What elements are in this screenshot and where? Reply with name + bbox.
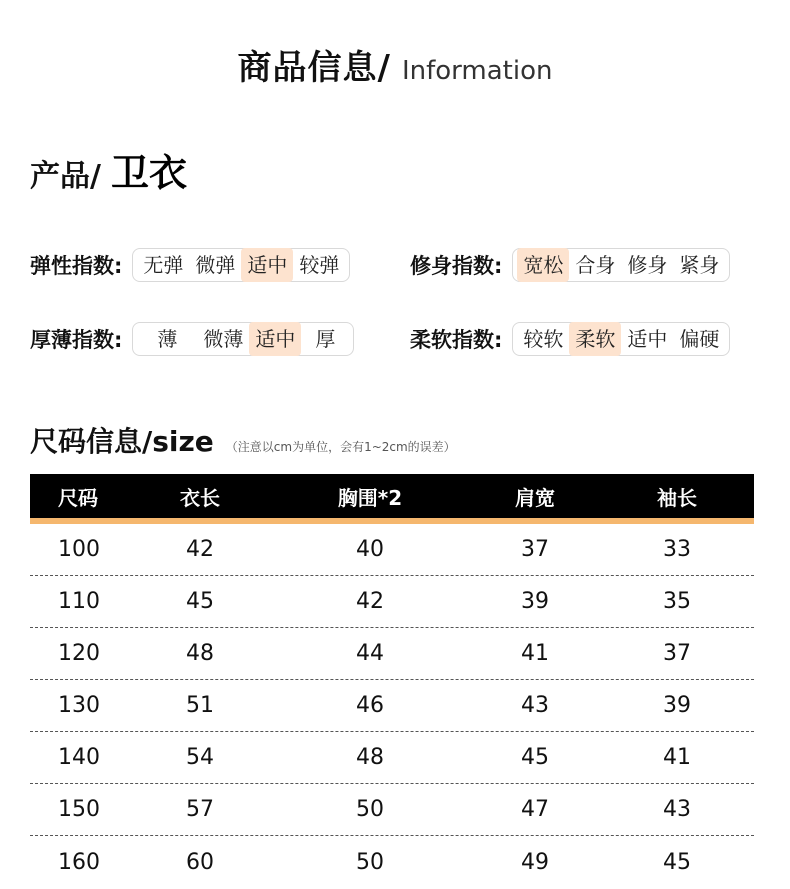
table-cell: 44: [356, 641, 384, 666]
table-cell: 50: [356, 797, 384, 822]
table-cell: 45: [663, 849, 691, 875]
table-cell: 60: [186, 849, 214, 875]
table-cell: 43: [663, 797, 691, 822]
table-cell: 160: [58, 849, 100, 875]
header-title-en: Information: [401, 56, 553, 86]
table-cell: 42: [186, 537, 214, 562]
column-header: 尺码: [58, 485, 98, 510]
index-option: 修身: [627, 253, 668, 277]
table-cell: 50: [356, 849, 384, 875]
table-cell: 46: [356, 693, 384, 718]
index-options: [512, 248, 730, 282]
table-cell: 49: [521, 849, 549, 875]
column-header: 胸围*2: [337, 485, 403, 510]
table-cell: 41: [663, 745, 691, 770]
index-option: 较软: [523, 327, 564, 351]
table-cell: 35: [663, 589, 691, 614]
table-cell: 100: [58, 537, 100, 562]
table-cell: 33: [663, 537, 691, 562]
table-row: [30, 680, 754, 732]
table-cell: 150: [58, 797, 100, 822]
header-title-cn: 商品信息: [237, 48, 378, 88]
index-label: 柔软指数:: [410, 328, 503, 352]
table-cell: 45: [186, 589, 214, 614]
index-softness: [410, 322, 730, 356]
table-cell: 42: [356, 589, 384, 614]
size-section-title: [30, 420, 456, 460]
index-option: 薄: [157, 327, 178, 351]
column-header: 肩宽: [515, 485, 555, 510]
index-option: 适中: [241, 248, 293, 282]
size-table-body: [30, 524, 754, 888]
size-note: （注意以cm为单位，会有1~2cm的误差）: [225, 440, 456, 454]
column-header: 袖长: [657, 485, 697, 510]
table-cell: 48: [356, 745, 384, 770]
table-cell: 37: [521, 537, 549, 562]
table-row: [30, 784, 754, 836]
table-cell: 41: [521, 641, 549, 666]
table-row: [30, 576, 754, 628]
page-header: [0, 40, 790, 89]
table-cell: 110: [58, 589, 100, 614]
table-row: [30, 524, 754, 576]
index-option: 无弹: [143, 253, 184, 277]
index-option: 紧身: [679, 253, 720, 277]
index-options: [512, 322, 730, 356]
index-thickness: [30, 322, 354, 356]
index-option: 微弹: [195, 253, 236, 277]
table-cell: 39: [521, 589, 549, 614]
index-option: 厚: [315, 327, 336, 351]
index-option: 适中: [627, 327, 668, 351]
column-header: 衣长: [180, 485, 220, 510]
table-cell: 43: [521, 693, 549, 718]
index-option: 微薄: [203, 327, 244, 351]
table-cell: 140: [58, 745, 100, 770]
index-label: 弹性指数:: [30, 254, 123, 278]
size-table: [30, 474, 754, 888]
table-cell: 37: [663, 641, 691, 666]
table-cell: 47: [521, 797, 549, 822]
index-option: 偏硬: [679, 327, 720, 351]
header-slash: /: [377, 48, 390, 88]
table-cell: 51: [186, 693, 214, 718]
index-label: 厚薄指数:: [30, 328, 123, 352]
index-fit: [410, 248, 730, 282]
table-cell: 57: [186, 797, 214, 822]
table-cell: 120: [58, 641, 100, 666]
table-row: [30, 836, 754, 888]
index-option: 柔软: [569, 322, 621, 356]
table-cell: 48: [186, 641, 214, 666]
table-cell: 39: [663, 693, 691, 718]
product-value: 卫衣: [110, 151, 187, 195]
table-row: [30, 628, 754, 680]
product-label: 产品/: [30, 159, 101, 194]
product-line: [30, 142, 187, 197]
table-cell: 130: [58, 693, 100, 718]
index-label: 修身指数:: [410, 254, 503, 278]
index-options: [132, 322, 354, 356]
table-cell: 54: [186, 745, 214, 770]
size-table-header: [30, 474, 754, 524]
index-option: 适中: [249, 322, 301, 356]
index-option: 宽松: [517, 248, 569, 282]
index-option: 较弹: [299, 253, 340, 277]
table-cell: 45: [521, 745, 549, 770]
size-title: 尺码信息/size: [30, 425, 214, 458]
index-option: 合身: [575, 253, 616, 277]
table-cell: 40: [356, 537, 384, 562]
index-elasticity: [30, 248, 350, 282]
index-options: [132, 248, 350, 282]
table-row: [30, 732, 754, 784]
